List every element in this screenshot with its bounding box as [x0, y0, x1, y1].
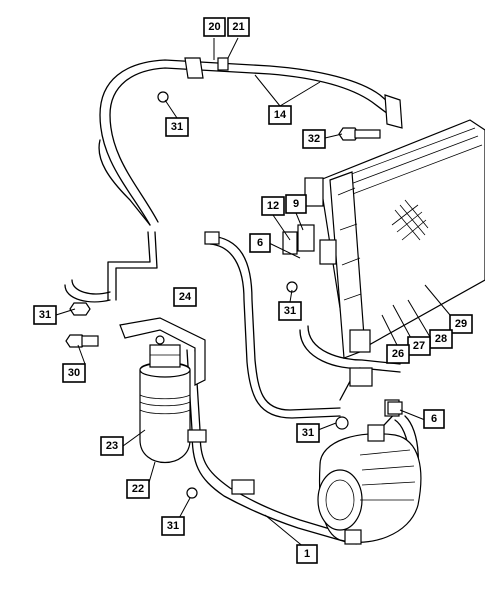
callout-26[interactable] — [387, 345, 409, 363]
callout-6-mid[interactable] — [250, 234, 270, 252]
svg-text:28: 28 — [434, 333, 448, 345]
svg-text:22: 22 — [131, 483, 145, 495]
compressor — [318, 400, 421, 542]
svg-text:12: 12 — [266, 200, 280, 212]
svg-text:30: 30 — [67, 367, 81, 379]
svg-text:6: 6 — [256, 237, 264, 249]
svg-text:31: 31 — [301, 427, 315, 439]
callout-1[interactable] — [297, 545, 317, 563]
callout-31-top[interactable] — [166, 118, 188, 136]
callout-12[interactable] — [262, 197, 284, 215]
callout-24[interactable] — [174, 288, 196, 306]
callout-21[interactable] — [228, 18, 249, 36]
svg-text:9: 9 — [292, 198, 300, 210]
svg-text:31: 31 — [170, 121, 184, 133]
callout-9[interactable] — [286, 195, 306, 213]
callout-27[interactable] — [408, 337, 430, 355]
svg-text:21: 21 — [232, 21, 245, 33]
callout-14[interactable] — [269, 106, 291, 124]
svg-text:31: 31 — [38, 309, 52, 321]
callout-31-mid[interactable] — [279, 302, 301, 320]
svg-text:26: 26 — [391, 348, 405, 360]
svg-text:23: 23 — [105, 440, 119, 452]
svg-text:14: 14 — [273, 109, 287, 121]
callout-22[interactable] — [127, 480, 149, 498]
callout-31-left[interactable] — [34, 306, 56, 324]
svg-text:29: 29 — [454, 318, 468, 330]
callout-31-lower[interactable] — [297, 424, 319, 442]
svg-text:24: 24 — [178, 291, 192, 303]
callout-6-right[interactable] — [424, 410, 444, 428]
callout-31-bottom[interactable] — [162, 517, 184, 535]
svg-text:6: 6 — [430, 413, 438, 425]
svg-text:20: 20 — [208, 21, 221, 33]
svg-text:1: 1 — [303, 548, 311, 560]
callout-29[interactable] — [450, 315, 472, 333]
svg-text:27: 27 — [412, 340, 426, 352]
callout-30[interactable] — [63, 364, 85, 382]
condenser-assembly — [305, 95, 485, 386]
callout-28[interactable] — [430, 330, 452, 348]
svg-text:32: 32 — [307, 133, 321, 145]
callout-32[interactable] — [303, 130, 325, 148]
svg-text:31: 31 — [166, 520, 180, 532]
callout-20[interactable] — [204, 18, 225, 36]
callout-23[interactable] — [101, 437, 123, 455]
svg-text:31: 31 — [283, 305, 297, 317]
